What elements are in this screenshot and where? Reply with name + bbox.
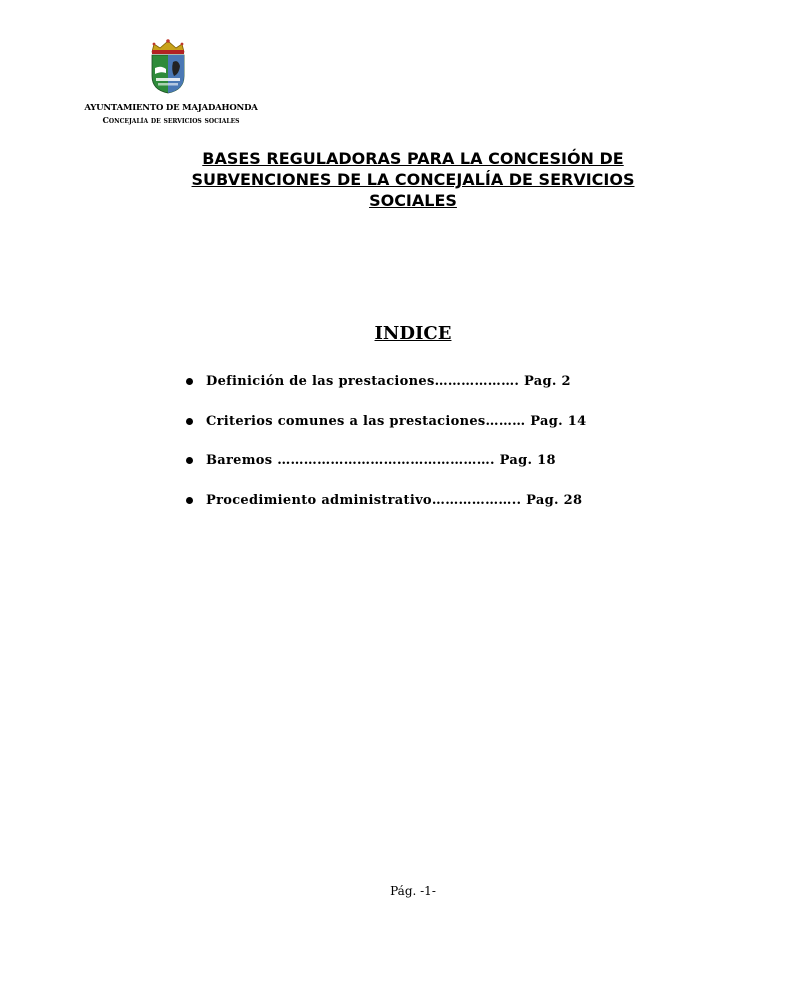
toc-item-criterios [186, 412, 646, 432]
toc-item-baremos [186, 451, 646, 471]
organization-name: AYUNTAMIENTO DE MAJADAHONDA [84, 103, 258, 113]
toc-item-label: Definición de las prestaciones………………. Pag. 2 [206, 374, 571, 389]
letterhead [76, 102, 266, 126]
bullet-icon [186, 457, 193, 464]
toc-item-label: Baremos …………………………………………. Pag. 18 [206, 453, 556, 468]
toc-item-label: Procedimiento administrativo……………….. Pag. 28 [206, 492, 583, 508]
toc-item-procedimiento [186, 491, 646, 511]
department-name: Concejalía de servicios sociales [102, 115, 240, 125]
document-title: BASES REGULADORAS PARA LA CONCESIÓN DE SUBVENCIONES DE LA CONCEJALÍA DE SERVICIOS SOCIALES [191, 149, 635, 210]
municipal-coat-of-arms-icon [146, 38, 190, 94]
page-number: Pág. -1- [390, 884, 436, 898]
table-of-contents [186, 372, 646, 530]
toc-item-label: Criterios comunes a las prestaciones……… Pag. 14 [206, 413, 587, 429]
bullet-icon [186, 497, 193, 504]
bullet-icon [186, 378, 193, 385]
bullet-icon [186, 418, 193, 425]
index-heading: INDICE [374, 323, 452, 344]
toc-item-definicion [186, 372, 646, 392]
